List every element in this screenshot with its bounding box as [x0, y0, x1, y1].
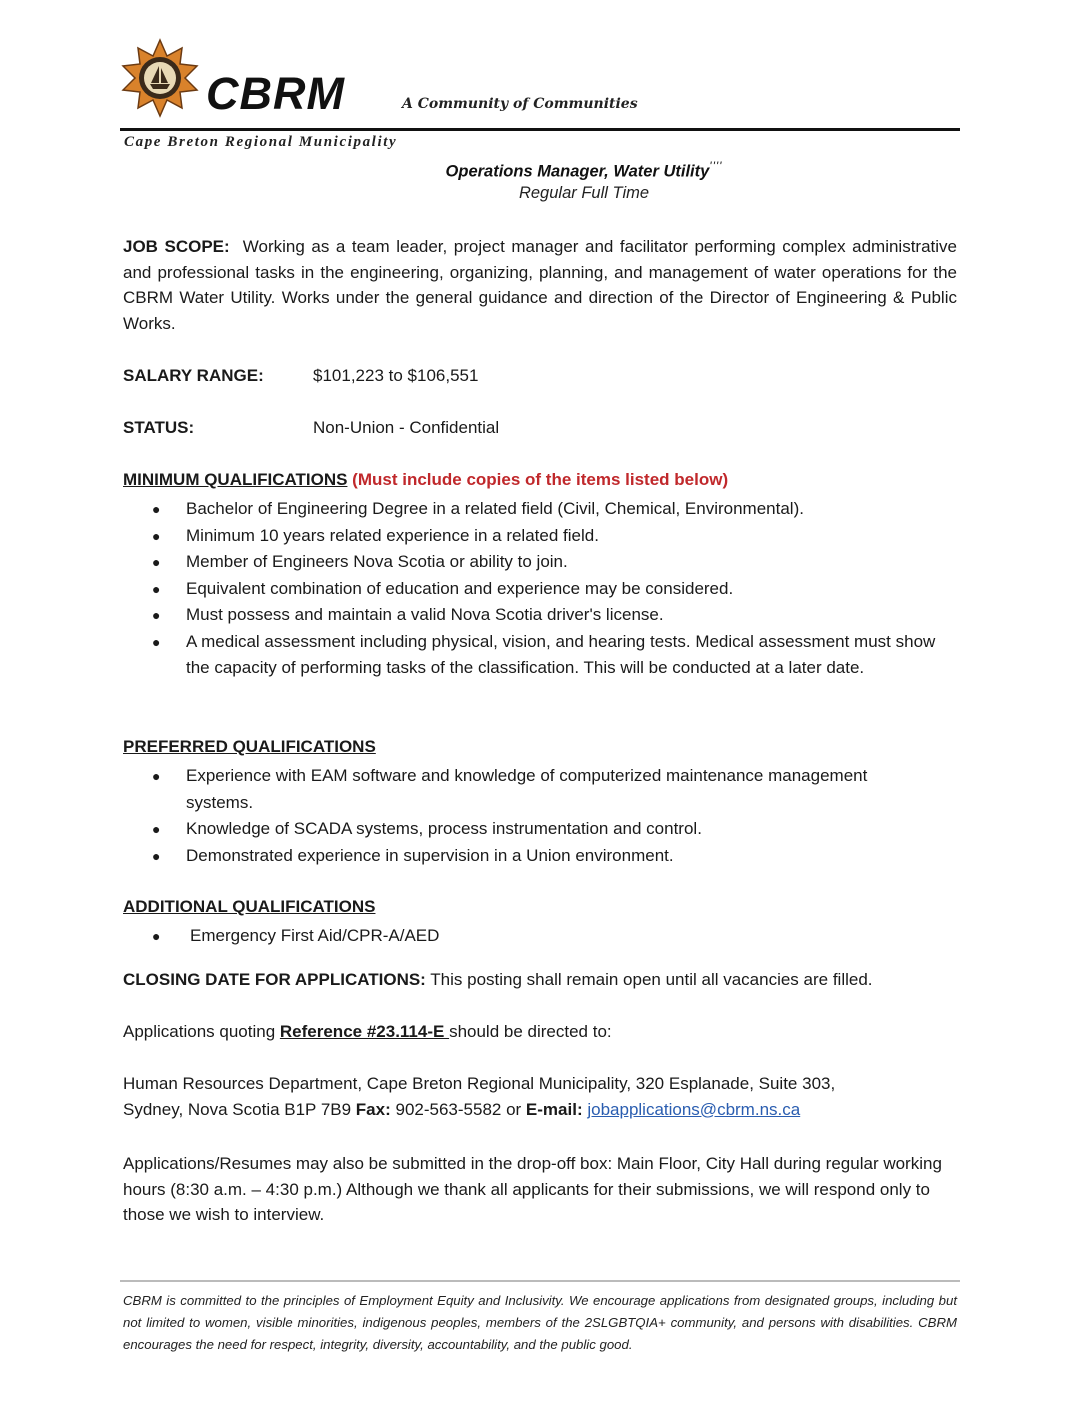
cbrm-logo-icon: [120, 38, 200, 118]
bullet-icon: ●: [152, 768, 161, 784]
status-label: STATUS:: [123, 418, 195, 437]
reference-number: Reference #23.114-E: [279, 1022, 450, 1041]
job-title-ticks: '''': [709, 159, 723, 173]
list-item: [152, 496, 952, 523]
salary-row: [123, 366, 478, 386]
list-item: [152, 602, 952, 629]
list-item-text: Member of Engineers Nova Scotia or ability to join.: [186, 552, 568, 571]
minimum-qualifications-title: MINIMUM QUALIFICATIONS: [123, 470, 348, 489]
list-item-text: A medical assessment including physical, vision, and hearing tests. Medical assessment must show the capacity of performing tasks of the classification. This will be conducted at a later date.: [186, 631, 936, 677]
email-label: E-mail:: [525, 1099, 583, 1119]
list-item-text: Knowledge of SCADA systems, process instrumentation and control.: [186, 819, 702, 838]
preferred-qualifications-heading: PREFERRED QUALIFICATIONS: [123, 737, 376, 756]
fax-label: Fax:: [355, 1099, 391, 1119]
salary-label: SALARY RANGE:: [123, 366, 264, 385]
list-item: [152, 629, 952, 682]
list-item-text: Bachelor of Engineering Degree in a related field (Civil, Chemical, Environmental).: [186, 499, 804, 518]
bullet-icon: ●: [152, 847, 161, 864]
contact-address-line: Human Resources Department, Cape Breton Regional Municipality, 320 Esplanade, Suite 303,: [123, 1074, 836, 1093]
bullet-icon: ●: [152, 554, 161, 570]
salary-value: $101,223 to $106,551: [313, 366, 479, 385]
fax-number: 902-563-5582 or: [390, 1099, 526, 1119]
list-item-text: Equivalent combination of education and experience may be considered.: [186, 578, 734, 598]
job-title: [0, 159, 1088, 182]
list-item-text: Experience with EAM software and knowledge of computerized maintenance management systems.: [186, 766, 868, 812]
list-item: [152, 763, 872, 816]
job-scope-text: Working as a team leader, project manager and facilitator performing complex administrative and professional tasks in the engineering, organizing, planning, and management of water operations for the CBRM Water Utility. Works under the general guidance and direction of the Director of Engineering & Public Works.: [123, 237, 957, 333]
org-short-name: CBRM: [206, 68, 345, 119]
bullet-icon: ●: [152, 821, 161, 837]
list-item: [152, 523, 952, 550]
applications-prefix: Applications quoting: [123, 1022, 280, 1041]
list-item-text: Demonstrated experience in supervision in a Union environment.: [186, 845, 674, 865]
bullet-icon: ●: [152, 580, 161, 597]
job-title-text: Operations Manager, Water Utility: [445, 162, 710, 181]
list-item: [152, 576, 952, 603]
closing-date: [123, 967, 957, 993]
footer-divider: [120, 1280, 960, 1282]
minimum-qualifications-note: (Must include copies of the items listed below): [352, 470, 729, 489]
closing-date-text: This posting shall remain open until all vacancies are filled.: [430, 970, 873, 989]
job-scope: [123, 234, 957, 336]
closing-date-label: CLOSING DATE FOR APPLICATIONS:: [123, 970, 426, 989]
preferred-qualifications-list: [152, 763, 872, 869]
minimum-qualifications-list: [152, 496, 952, 682]
contact-line-2: [123, 1097, 957, 1123]
dropoff-instructions: Applications/Resumes may also be submitted in the drop-off box: Main Floor, City Hall during regular working hours (8:30 a.m. – 4:30 p.m.) Although we thank all applicants for their submissions, we will respond only to those we wish to interview.: [123, 1154, 942, 1224]
bullet-icon: ●: [152, 928, 161, 944]
minimum-qualifications-heading: [123, 470, 728, 490]
org-tagline: A Community of Communities: [402, 96, 638, 112]
status-row: [123, 418, 499, 438]
list-item: [152, 549, 952, 576]
bullet-icon: ●: [152, 633, 161, 650]
bullet-icon: ●: [152, 527, 161, 544]
job-scope-label: JOB SCOPE:: [123, 237, 230, 256]
bullet-icon: ●: [152, 607, 161, 623]
applications-suffix: should be directed to:: [449, 1022, 612, 1041]
list-item: [152, 816, 872, 843]
contact-details: [123, 1071, 957, 1122]
contact-city-line: Sydney, Nova Scotia B1P 7B9: [123, 1099, 356, 1119]
list-item: [152, 843, 872, 870]
header-divider: [120, 128, 960, 131]
bullet-icon: ●: [152, 501, 161, 517]
list-item: [152, 923, 952, 950]
additional-qualifications-heading: ADDITIONAL QUALIFICATIONS: [123, 897, 376, 916]
email-link[interactable]: jobapplications@cbrm.ns.ca: [587, 1099, 801, 1119]
additional-qualifications-list: [152, 923, 952, 950]
list-item-text: Minimum 10 years related experience in a related field.: [186, 525, 599, 545]
org-full-name: Cape Breton Regional Municipality: [124, 134, 398, 150]
list-item-text: Emergency First Aid/CPR-A/AED: [190, 926, 440, 945]
list-item-text: Must possess and maintain a valid Nova Scotia driver's license.: [186, 605, 664, 624]
equity-statement: CBRM is committed to the principles of Employment Equity and Inclusivity. We encourage applications from designated groups, including but not limited to women, visible minorities, indigenous peoples, members of the 2SLGBTQIA+ community, and persons with disabilities. CBRM encourages the need for respect, integrity, diversity, accountability, and the public good.: [123, 1293, 957, 1352]
applications-reference: [123, 1019, 957, 1045]
job-type: Regular Full Time: [518, 184, 650, 202]
status-value: Non-Union - Confidential: [313, 418, 500, 437]
